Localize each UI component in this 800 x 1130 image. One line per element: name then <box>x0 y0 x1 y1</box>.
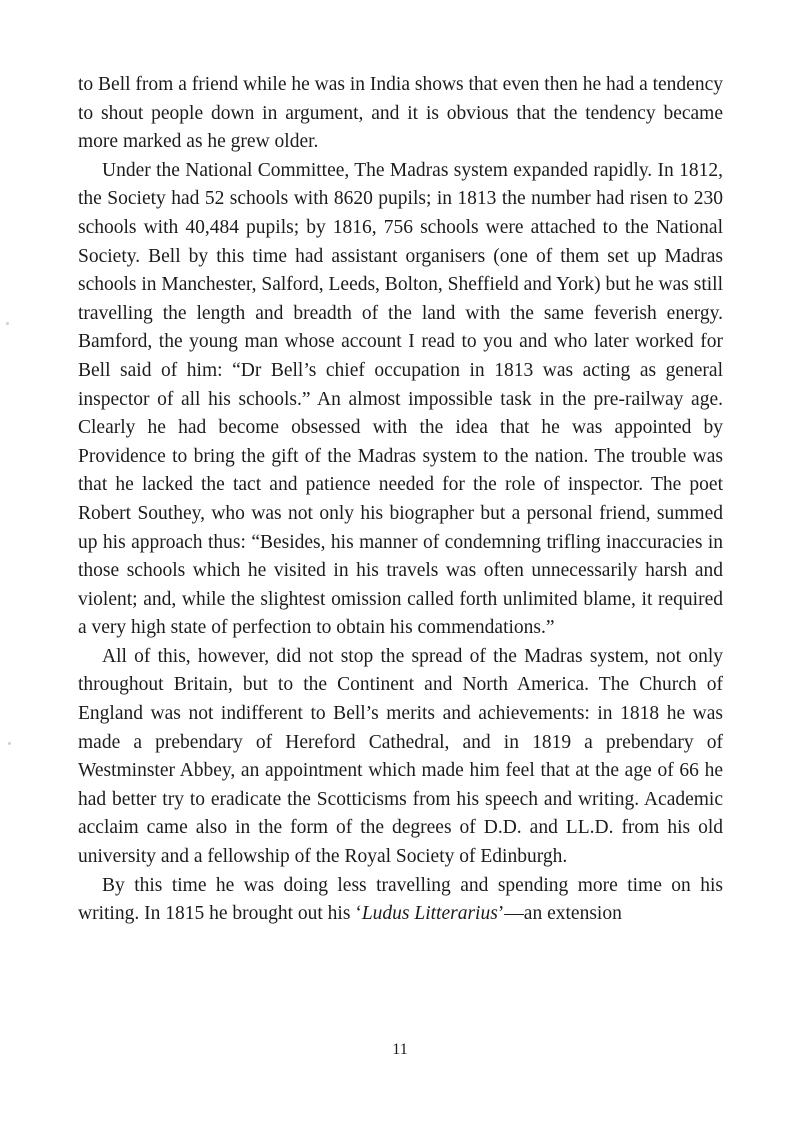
paragraph-writing-tail: ’—an extension <box>497 903 622 925</box>
paragraph-continuation: to Bell from a friend while he was in India shows that even then he had a tendency to shout people down in argument, and it is obvious that the tendency became more marked as he grew older. <box>78 74 723 153</box>
margin-speck <box>8 742 11 745</box>
book-title: Ludus Litterarius <box>361 903 498 925</box>
paragraph-madras-expansion: Under the National Committee, The Madras system expanded rapidly. In 1812, the Society had 52 schools with 8620 pupils; in 1813 the number had risen to 230 schools with 40,484 pupils; by 1816, 756 schools were attached to the National Society. Bell by this time had assistant organisers (one of them set up Madras schools in Manchester, Salford, Leeds, Bolton, Sheffield and York) but he was still travelling the length and breadth of the land with the same feverish energy. Bamford, the young man whose account I read to you and who later worked for Bell said of him: “Dr Bell’s chief occupation in 1813 was acting as general inspector of all his schools.” An almost impossible task in the pre-railway age. Clearly he had become obsessed with the idea that he was appointed by Providence to bring the gift of the Madras system to the nation. The trouble was that he lacked the tact and patience needed for the role of inspector. The poet Robert Southey, who was not only his biographer but a personal friend, summed up his approach thus: “Besides, his manner of condemning trifling inaccuracies in those schools which he visited in his travels was often unnecessarily harsh and violent; and, while the slightest omission called forth unlimited blame, it required a very high state of perfection to obtain his commendations.” <box>78 159 723 639</box>
paragraph-writing-text: By this time he was doing less travelling and spending more time on his writing. In 1815 he brought out his ‘ <box>78 874 723 925</box>
page-number: 11 <box>392 1041 408 1058</box>
page-body <box>78 71 723 929</box>
paragraph-writing <box>78 872 723 929</box>
paragraph-spread-of-system: All of this, however, did not stop the spread of the Madras system, not only throughout Britain, but to the Continent and North America. The Church of England was not indifferent to Bell’s merits and achievements: in 1818 he was made a prebendary of Hereford Cathedral, and in 1819 a prebendary of Westminster Abbey, an appointment which made him feel that at the age of 66 he had better try to eradicate the Scotticisms from his speech and writing. Academic acclaim came also in the form of the degrees of D.D. and LL.D. from his old university and a fellowship of the Royal Society of Edinburgh. <box>78 645 723 868</box>
margin-speck <box>6 322 9 325</box>
